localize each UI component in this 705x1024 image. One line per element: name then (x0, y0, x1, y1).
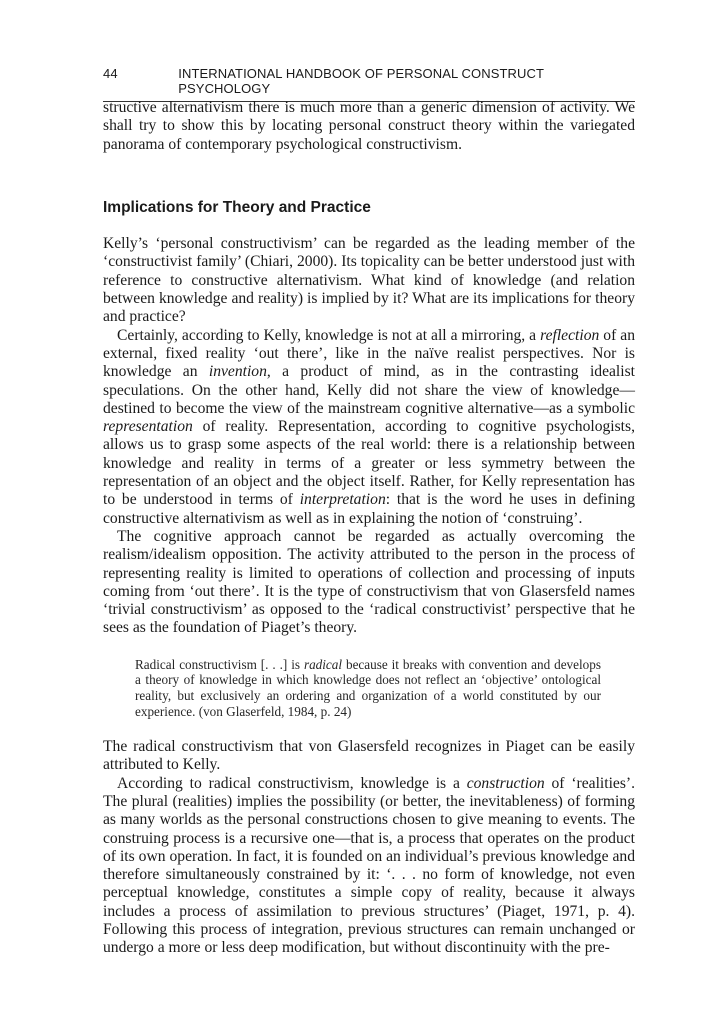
p2-emphasis-representation: representation (103, 418, 193, 436)
p2-text-e: , a product of mind, as in the contrasting idealist speculations. On the other hand, Kelly did not share the view of knowledge—destined to become the view of the mainstream cognitive alternative—as a symbolic (103, 363, 635, 417)
quote-text-c: because it breaks with convention and develops a theory of knowledge in which knowledge does not reflect an ‘objective’ ontological reality, but exclusively an ordering and organization of a world constituted by our experience. (von Glaserfeld, 1984, p. 24) (135, 656, 601, 719)
paragraph-2 (103, 327, 635, 528)
running-title: INTERNATIONAL HANDBOOK OF PERSONAL CONSTRUCT PSYCHOLOGY (178, 66, 544, 96)
p5-emphasis-construction: construction (466, 774, 545, 792)
page-body (103, 99, 635, 958)
quote-text-a: Radical constructivism [. . .] is (135, 656, 304, 672)
running-header (103, 66, 635, 102)
p2-emphasis-invention: invention (208, 363, 267, 381)
intro-paragraph: structive alternativism there is much more than a generic dimension of activity. We shall try to show this by locating personal construct theory within the variegated panorama of contemporary psychological constructivism. (103, 99, 635, 153)
quote-emphasis-radical: radical (303, 656, 343, 672)
p2-text-g: of reality. Representation, according to cognitive psychologists, allows us to grasp some aspects of the real world: there is a relationship between knowledge and reality in terms of a greater or less symmetry between the representation of an object and the object itself. Rather, for Kelly representation has to be understood in terms of (103, 418, 635, 509)
paragraph-1: Kelly’s ‘personal constructivism’ can be regarded as the leading member of the ‘constructivist family’ (Chiari, 2000). Its topicality can be better understood just with reference to constructive alternativism. What kind of knowledge (and relation between knowledge and reality) is implied by it? What are its implications for theory and practice? (103, 235, 635, 326)
p5-text-c: of ‘realities’. The plural (realities) implies the possibility (or better, the inevitableness) of forming as many worlds as the personal constructions chosen to give meaning to events. The construing process is a recursive one—that is, a process that operates on the product of its own operation. In fact, it is founded on an individual’s previous knowledge and therefore simultaneously constrained by it: ‘. . . no form of knowledge, not even perceptual knowledge, constitutes a simple copy of reality, because it always includes a process of assimilation to previous structures’ (Piaget, 1971, p. 4). Following this process of integration, previous structures can remain unchanged or undergo a more or less deep modification, but without discontinuity with the pre- (103, 774, 635, 957)
p2-text-a: Certainly, according to Kelly, knowledge is not at all a mirroring, a (117, 326, 541, 344)
p2-text-i: : that is the word he uses in defining constructive alternativism as well as in explaining the notion of ‘construing’. (103, 491, 635, 527)
p5-text-a: According to radical constructivism, knowledge is a (117, 774, 467, 792)
page-number: 44 (103, 66, 118, 81)
paragraph-4: The radical constructivism that von Glasersfeld recognizes in Piaget can be easily attributed to Kelly. (103, 738, 635, 774)
paragraph-3: The cognitive approach cannot be regarded as actually overcoming the realism/idealism opposition. The activity attributed to the person in the process of representing reality is limited to operations of collection and processing of inputs coming from ‘out there’. It is the type of constructivism that von Glasersfeld names ‘trivial constructivism’ as opposed to the ‘radical constructivist’ perspective that he sees as the foundation of Piaget’s theory. (103, 527, 635, 637)
section-heading: Implications for Theory and Practice (103, 198, 371, 216)
p2-emphasis-interpretation: interpretation (299, 491, 386, 509)
p2-emphasis-reflection: reflection (540, 326, 600, 344)
block-quote (135, 657, 601, 719)
p2-text-c: of an external, fixed reality ‘out there’, like in the naïve realist perspectives. Nor is knowledge an (103, 326, 635, 381)
paragraph-5 (103, 775, 635, 958)
